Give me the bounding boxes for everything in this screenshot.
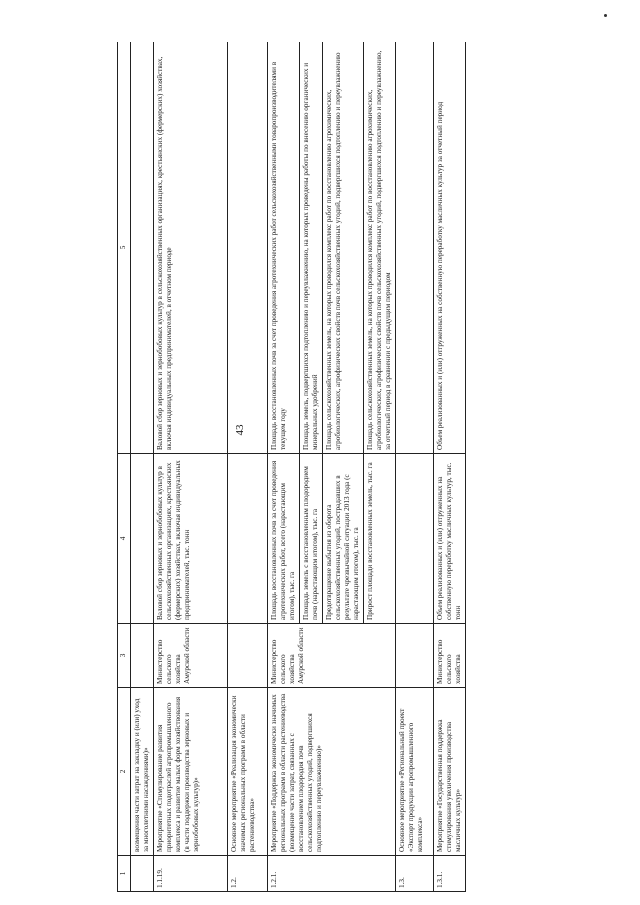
indicator-description: Площадь сельскохозяйственных земель, на которых проводился комплекс работ по восстановлению агрохимических, агробиологических, агрофизических свойств почв сельскохозяйственных угодий, подвергшихся подтоплению и переувлажнению [323,42,364,454]
indicator-name: Валовой сбор зерновых и зернобобовых культур в сельскохозяйственных организациях, крестьянских (фермерских) хозяйствах, включая индивидуальных предпринимателей, тыс. тонн [154,454,228,624]
indicator-description: Объем реализованных и (или) отгруженных на собственную переработку масличных культур за отчетный период [434,42,466,454]
measure-name: Основное мероприятие «Реализация экономически значимых региональных программ в области растениеводства» [228,688,268,856]
responsible-unit: Министерство сельского хозяйства [434,624,466,688]
indicator-description: Площадь сельскохозяйственных земель, на которых проводился комплекс работ по восстановлению агрохимических, агробиологических, агрофизических свойств почв сельскохозяйственных угодий, подвергшихся подтоплению и переувлажнению, за отчетный период в сравнении с предыдущим периодом [364,42,396,454]
responsible-unit [396,624,434,688]
indicator-name: Предотвращение выбытия из оборота сельскохозяйственных угодий, пострадавших в результате чрезвычайной ситуации 2013 года (с нарастающим итогом), тыс. га [323,454,364,624]
measure-name: Мероприятие «Стимулирование развития приоритетных подотраслей агропромышленного комплекса и развитие малых форм хозяйствования (в части поддержки производства зерновых и зернобобовых культур)» [154,688,228,856]
indicator-name: Площадь земель с восстановленным плодородием почв (нарастающим итогом), тыс. га [300,454,323,624]
table-row [228,42,268,892]
row-number: 1.2.1. [268,856,396,892]
header-col-5: 5 [118,42,131,454]
scan-speck [604,14,607,17]
indicator-description: Площадь восстановленных почв за счет проведения агротехнических работ сельскохозяйственными товаропроизводителями в текущем году [268,42,300,454]
page-number: 43 [234,424,246,436]
responsible-unit [131,624,154,688]
header-col-4: 4 [118,454,131,624]
header-col-2: 2 [118,688,131,856]
header-row [118,42,131,892]
indicator-description [131,42,154,454]
measure-name: Основное мероприятие «Региональный проект «Экспорт продукции агропромышленного комплекса» [396,688,434,856]
row-number: 1.3.1. [434,856,466,892]
indicator-name: Объем реализованных и (или) отгруженных на собственную переработку масличных культур, тыс. тонн [434,454,466,624]
row-number: 1.3. [396,856,434,892]
indicator-description: Валовой сбор зерновых и зернобобовых культур в сельскохозяйственных организациях, крестьянских (фермерских) хозяйствах, включая индивидуальных предпринимателей, в отчетном периоде [154,42,228,454]
measure-name: Мероприятие «Поддержка экономически значимых региональных программ в области растениеводства (возмещение части затрат, связанных с восстановлением плодородия почв сельскохозяйственных угодий, подвергшихся подтоплению и переувлажнению)» [268,688,396,856]
header-col-1: 1 [118,856,131,892]
table-container [117,42,522,892]
row-number [131,856,154,892]
indicator-description [228,42,268,454]
row-number: 1.1.19. [154,856,228,892]
header-col-3: 3 [118,624,131,688]
responsible-unit [228,624,268,688]
indicator-name: Площадь восстановленных почв за счет проведения агротехнических работ, всего (нарастающим итогом), тыс. га [268,454,300,624]
table-row [131,42,154,892]
table-row [154,42,228,892]
indicator-description [396,42,434,454]
table-row [434,42,466,892]
row-number: 1.2. [228,856,268,892]
table-row [396,42,434,892]
indicator-name [396,454,434,624]
measure-name: Мероприятие «Государственная поддержка стимулирования увеличения производства масличных культур» [434,688,466,856]
indicator-name: Прирост площади восстановленных земель, тыс. га [364,454,396,624]
table-row [268,42,300,892]
indicator-name [228,454,268,624]
indicator-name [131,454,154,624]
program-measures-table [117,42,466,892]
indicator-description: Площадь земель, подвергшихся подтоплению и переувлажнению, на которых проведены работы по внесению органических и минеральных удобрений [300,42,323,454]
measure-name: возмещения части затрат на закладку и (или) уход за многолетними насаждениями)» [131,688,154,856]
responsible-unit: Министерство сельского хозяйства Амурской области [154,624,228,688]
responsible-unit: Министерство сельского хозяйства Амурской области [268,624,396,688]
